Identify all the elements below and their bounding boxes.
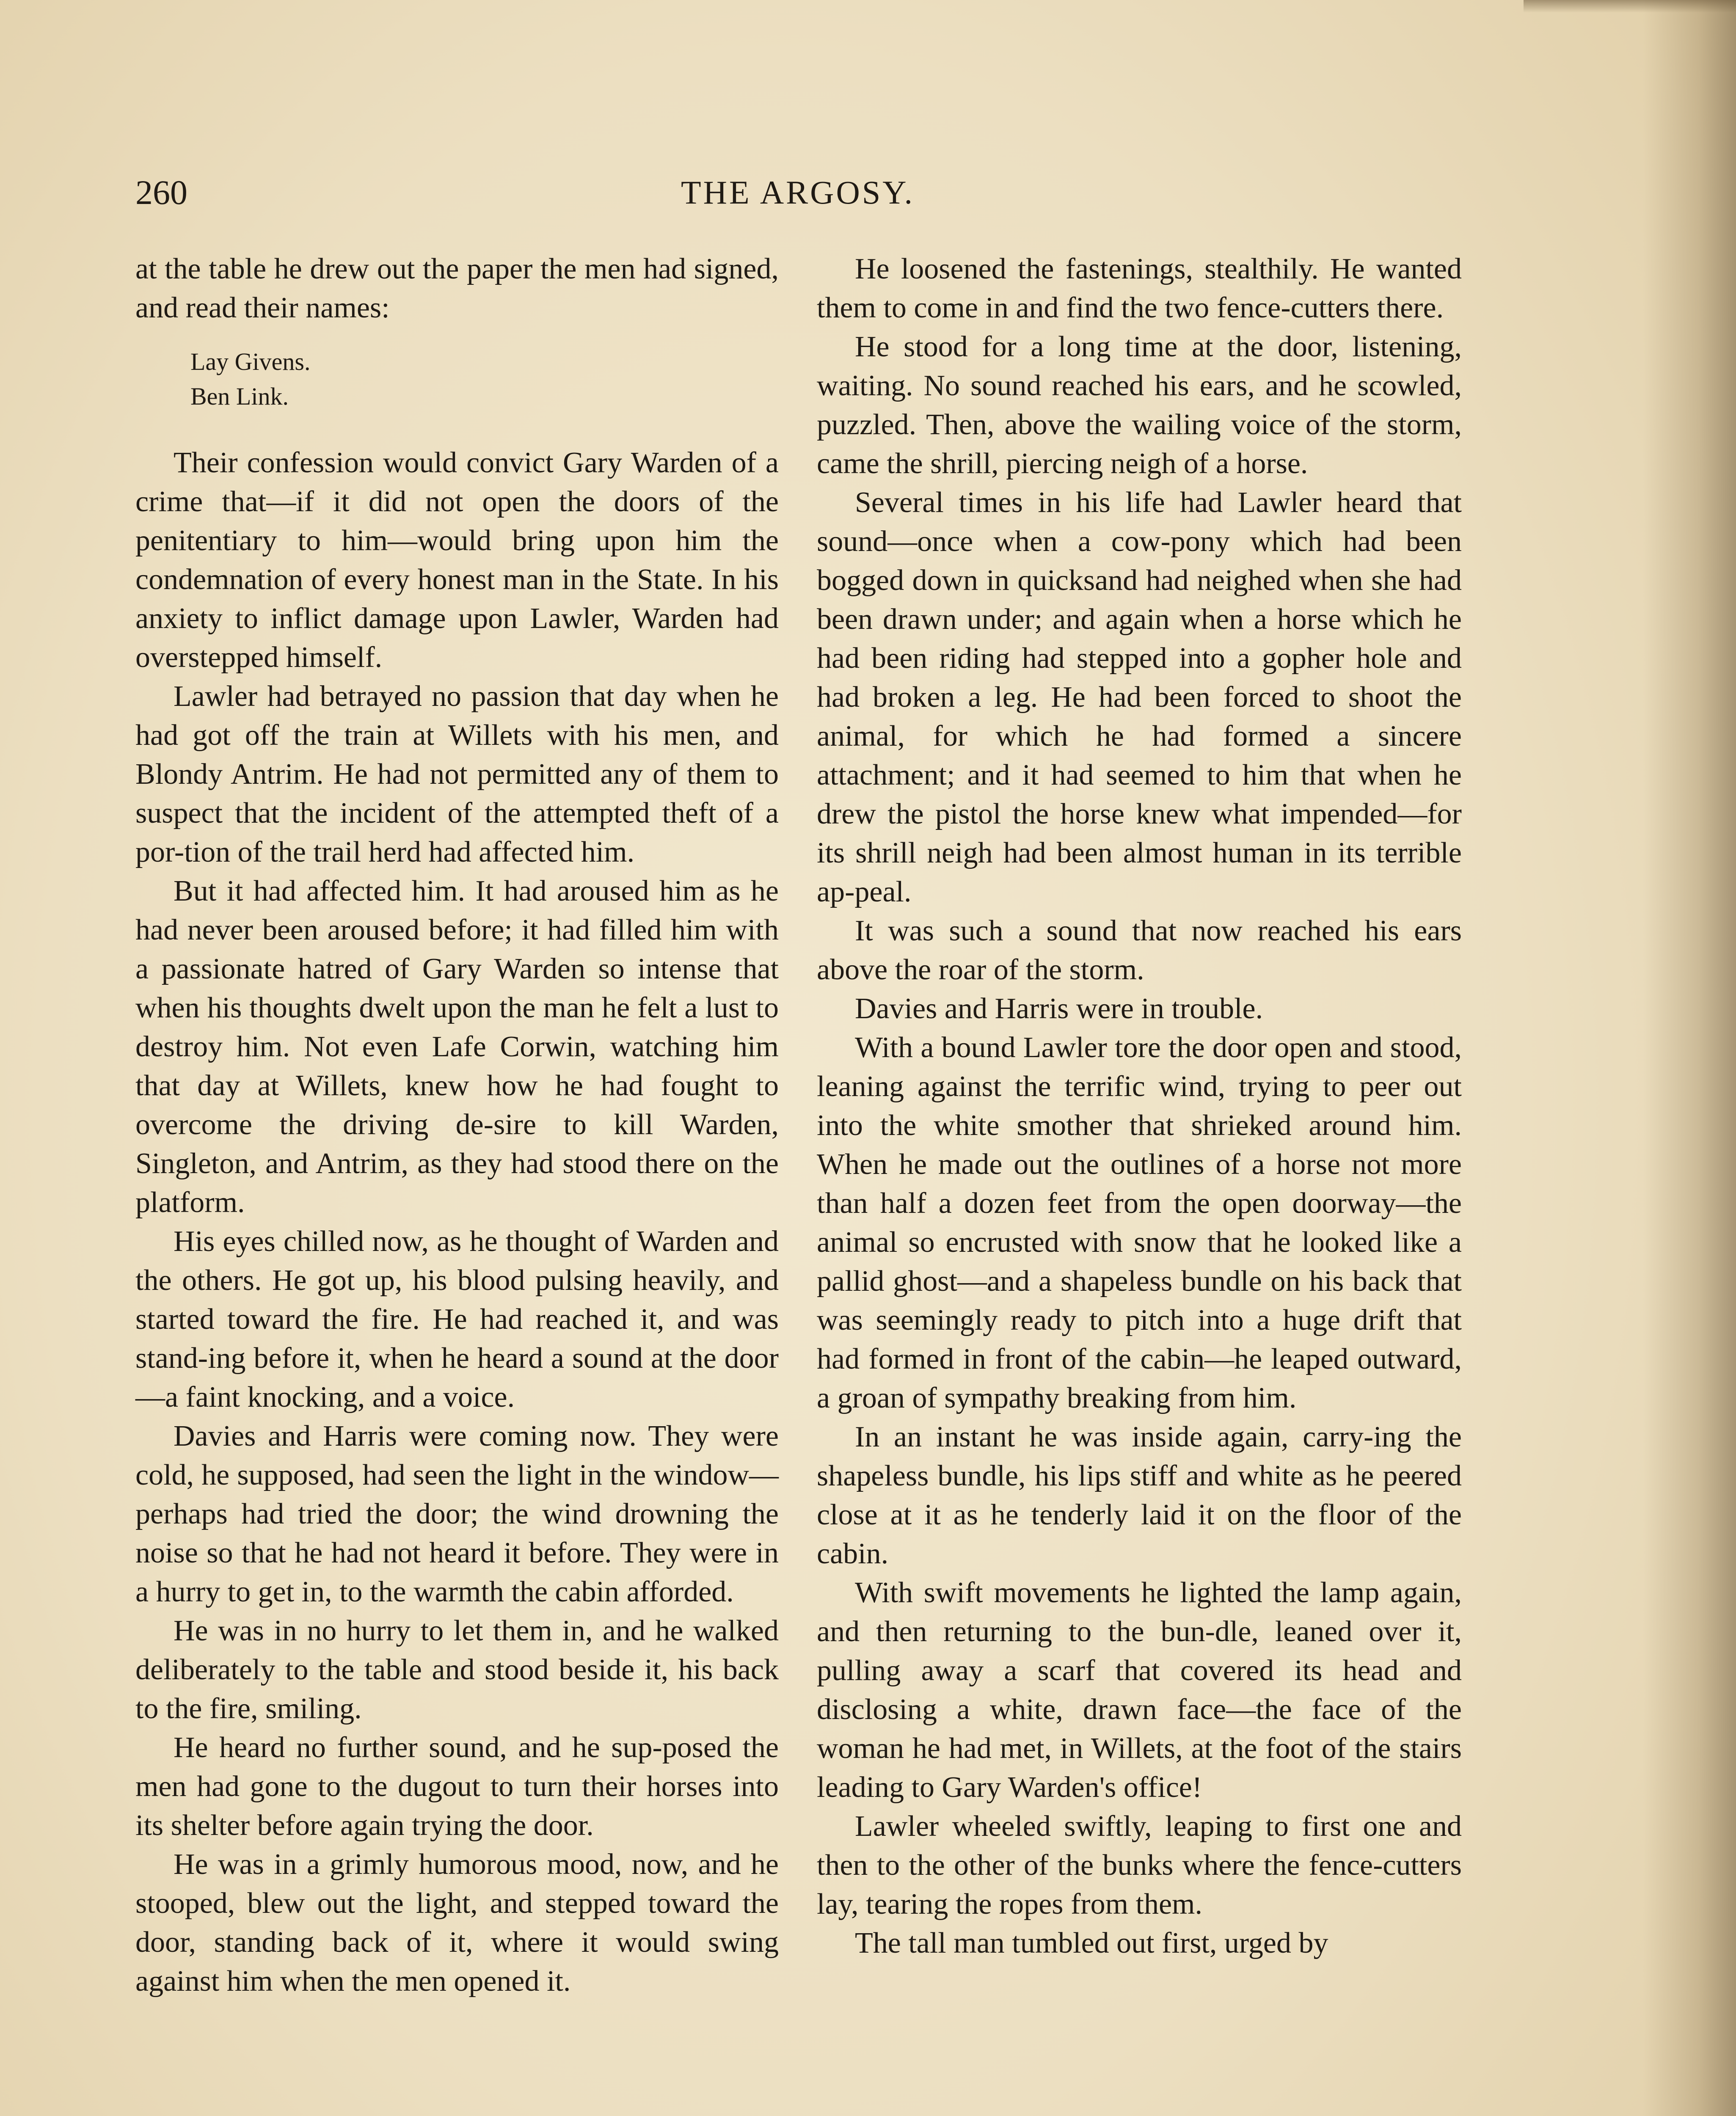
paragraph: He loosened the fastenings, stealthily. He wanted them to come in and find the two fence-cutters there. (817, 253, 1462, 324)
paragraph: Davies and Harris were in trouble. (855, 992, 1263, 1025)
paragraph: He was in no hurry to let them in, and he walked deliberately to the table and stood beside it, his back to the fire, smiling. (135, 1615, 779, 1725)
paragraph: He stood for a long time at the door, listening, waiting. No sound reached his ears, and he scowled, puzzled. Then, above the wailing voice of the storm, came the shrill, piercing neigh of a horse. (817, 331, 1462, 480)
paragraph: His eyes chilled now, as he thought of Warden and the others. He got up, his blood pulsing heavily, and started toward the fire. He had reached it, and was stand-ing before it, when he heard a sound at the door—a faint knocking, and a voice. (135, 1225, 779, 1413)
paragraph: But it had affected him. It had aroused him as he had never been aroused before; it had filled him with a passionate hatred of Gary Warden so intense that when his thoughts dwelt upon the man he felt a lust to destroy him. Not even Lafe Corwin, watching him that day at Willets, knew how he had fought to overcome the driving de-sire to kill Warden, Singleton, and Antrim, as they had stood there on the platform. (135, 875, 779, 1219)
paragraph: With swift movements he lighted the lamp again, and then returning to the bun-dle, leaned over it, pulling away a scarf that covered its head and disclosing a white, drawn face—the face of the woman he had met, in Willets, at the foot of the stairs leading to Gary Warden's office! (817, 1576, 1462, 1804)
page-header (135, 169, 1460, 216)
signature-name: Ben Link. (190, 383, 289, 410)
paragraph: He was in a grimly humorous mood, now, and he stooped, blew out the light, and stepped toward the door, standing back of it, where it would swing against him when the men opened it. (135, 1848, 779, 1998)
left-column (135, 250, 779, 2001)
paragraph: He heard no further sound, and he sup-posed the men had gone to the dugout to turn their horses into its shelter before again trying the door. (135, 1731, 779, 1842)
paragraph: Several times in his life had Lawler heard that sound—once when a cow-pony which had been bogged down in quicksand had neighed when she had been drawn under; and again when a horse which he had been riding had stepped into a gopher hole and had broken a leg. He had been forced to shoot the animal, for which he had formed a sincere attachment; and it had seemed to him that when he drew the pistol the horse knew what impended—for its shrill neigh had been almost human in its terrible ap-peal. (817, 486, 1462, 908)
paragraph: at the table he drew out the paper the men had signed, and read their names: (135, 253, 779, 324)
signature-name: Lay Givens. (190, 348, 311, 375)
page-number: 260 (135, 173, 187, 212)
paragraph: Davies and Harris were coming now. They were cold, he supposed, had seen the light in the window—perhaps had tried the door; the wind drowning the noise so that he had not heard it before. They were in a hurry to get in, to the warmth the cabin afforded. (135, 1420, 779, 1608)
signature-list (135, 344, 779, 414)
page-edge-shadow (1643, 0, 1736, 2116)
paragraph: With a bound Lawler tore the door open and stood, leaning against the terrific wind, trying to peer out into the white smother that shrieked around him. When he made out the outlines of a horse not more than half a dozen feet from the open doorway—the animal so encrusted with snow that he looked like a pallid ghost—and a shapeless bundle on his back that was seemingly ready to pitch into a huge drift that had formed in front of the cabin—he leaped outward, a groan of sympathy breaking from him. (817, 1031, 1462, 1414)
paragraph: The tall man tumbled out first, urged by (855, 1927, 1328, 1959)
paragraph: It was such a sound that now reached his ears above the roar of the storm. (817, 915, 1462, 986)
paragraph: In an instant he was inside again, carry-ing the shapeless bundle, his lips stiff and white as he peered close at it as he tenderly laid it on the floor of the cabin. (817, 1421, 1462, 1570)
paragraph: Lawler had betrayed no passion that day when he had got off the train at Willets with his men, and Blondy Antrim. He had not permitted any of them to suspect that the incident of the attempted theft of a por-tion of the trail herd had affected him. (135, 680, 779, 868)
paragraph: Their confession would convict Gary Warden of a crime that—if it did not open the doors of the penitentiary to him—would bring upon him the condemnation of every honest man in the State. In his anxiety to inflict damage upon Lawler, Warden had overstepped himself. (135, 446, 779, 674)
paragraph: Lawler wheeled swiftly, leaping to first one and then to the other of the bunks where the fence-cutters lay, tearing the ropes from them. (817, 1810, 1462, 1920)
page-top-edge (1524, 0, 1736, 13)
running-title: THE ARGOSY. (681, 174, 915, 211)
right-column (817, 250, 1462, 1963)
